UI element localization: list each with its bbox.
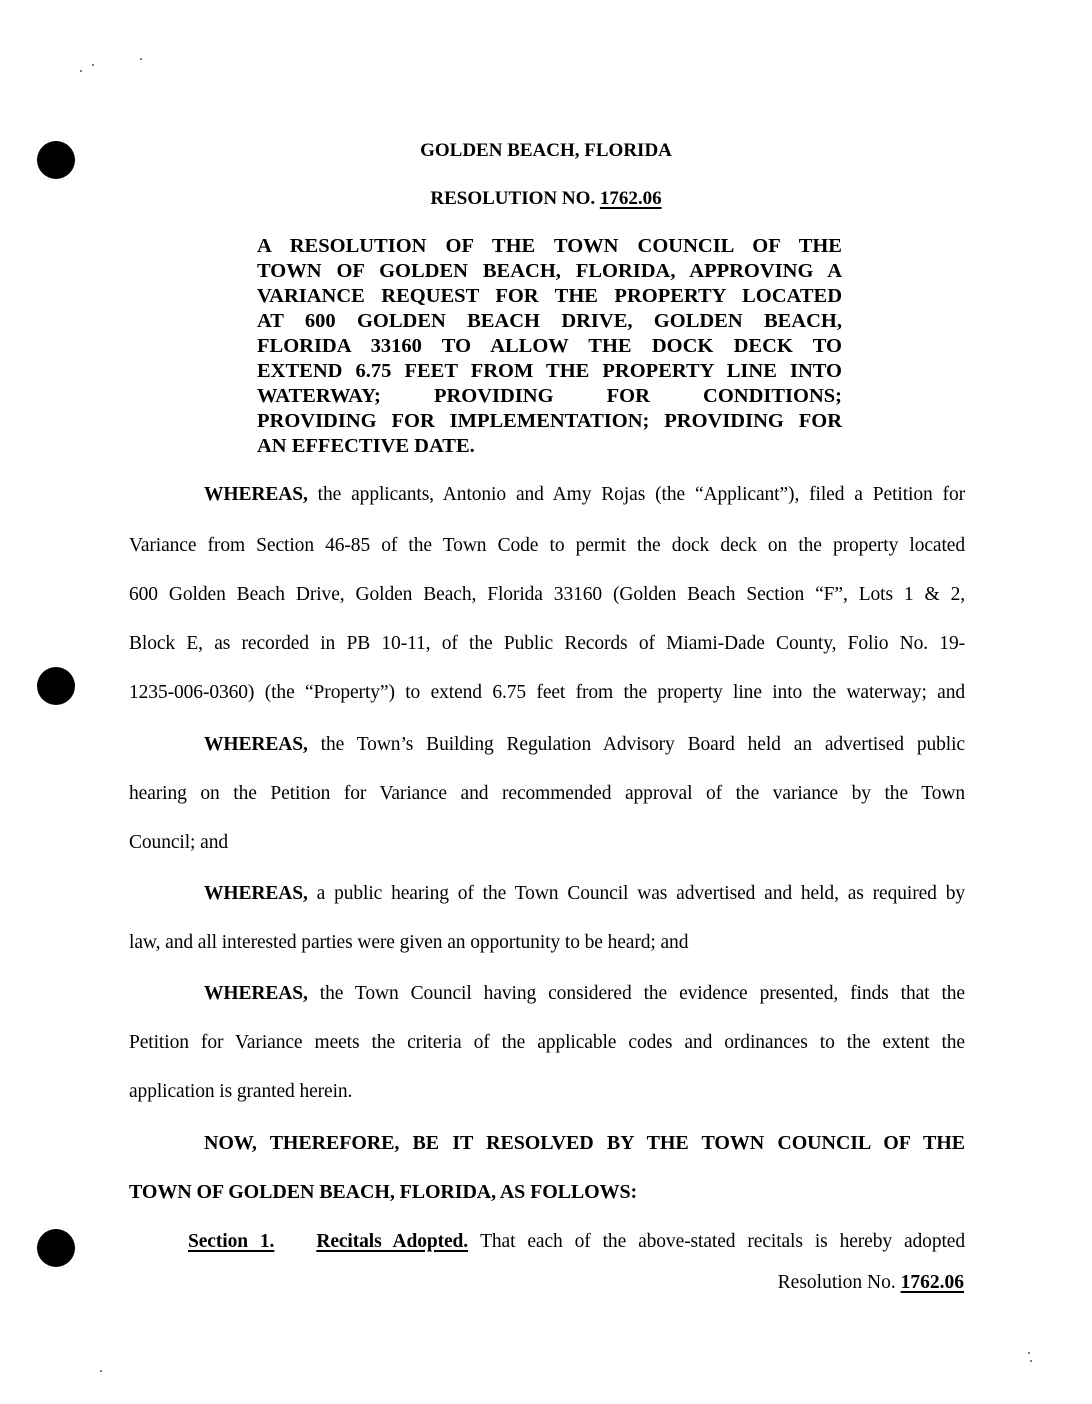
whereas-paragraph-2-first-line <box>204 734 965 756</box>
resolution-number: 1762.06 <box>599 188 662 209</box>
paragraph-text: a public hearing of the Town Council was advertised and held, as required by <box>307 883 965 904</box>
punch-hole-middle <box>37 667 75 705</box>
scan-speck <box>80 70 82 72</box>
paragraph-line: 1235-006-0360) (the “Property”) to extend 6.75 feet from the property line into the waterway; and <box>129 682 965 703</box>
paragraph-line: Variance from Section 46-85 of the Town Code to permit the dock deck on the property located <box>129 535 965 556</box>
section-1-heading: Recitals Adopted. <box>316 1231 469 1252</box>
footer-resolution-number: 1762.06 <box>900 1272 964 1293</box>
title-line: AT 600 GOLDEN BEACH DRIVE, GOLDEN BEACH, <box>257 310 842 332</box>
title-line: AN EFFECTIVE DATE. <box>257 435 475 457</box>
title-line: A RESOLUTION OF THE TOWN COUNCIL OF THE <box>257 235 842 257</box>
whereas-label: WHEREAS, <box>204 734 308 755</box>
whereas-label: WHEREAS, <box>204 484 308 505</box>
title-line: WATERWAY; PROVIDING FOR CONDITIONS; <box>257 385 842 407</box>
scan-speck <box>100 1370 102 1372</box>
paragraph-line: Petition for Variance meets the criteria of the applicable codes and ordinances to the extent the <box>129 1032 965 1053</box>
resolved-clause-line-2: TOWN OF GOLDEN BEACH, FLORIDA, AS FOLLOWS: <box>129 1181 638 1203</box>
footer-resolution-prefix: Resolution No. <box>777 1272 896 1293</box>
paragraph-line: application is granted herein. <box>129 1081 353 1102</box>
whereas-paragraph-1-first-line <box>204 484 965 506</box>
scan-speck <box>1028 1352 1030 1354</box>
title-line: FLORIDA 33160 TO ALLOW THE DOCK DECK TO <box>257 335 842 357</box>
paragraph-text: the applicants, Antonio and Amy Rojas (the “Applicant”), filed a Petition for <box>307 484 965 505</box>
resolved-clause-line-1: NOW, THEREFORE, BE IT RESOLVED BY THE TOWN COUNCIL OF THE <box>204 1132 965 1154</box>
resolution-number-heading <box>0 188 1092 210</box>
scan-speck <box>140 58 142 60</box>
paragraph-text: the Town Council having considered the evidence presented, finds that the <box>307 983 965 1004</box>
section-1 <box>188 1231 965 1253</box>
whereas-label: WHEREAS, <box>204 983 308 1004</box>
paragraph-line: law, and all interested parties were given an opportunity to be heard; and <box>129 932 689 953</box>
scan-speck <box>1030 1360 1032 1362</box>
paragraph-text: the Town’s Building Regulation Advisory Board held an advertised public <box>307 734 965 755</box>
resolution-prefix: RESOLUTION NO. <box>430 188 596 209</box>
paragraph-line: Block E, as recorded in PB 10-11, of the Public Records of Miami-Dade County, Folio No. 19- <box>129 633 965 654</box>
title-line: PROVIDING FOR IMPLEMENTATION; PROVIDING FOR <box>257 410 842 432</box>
resolution-title <box>257 234 842 459</box>
document-place-heading: GOLDEN BEACH, FLORIDA <box>420 140 672 161</box>
paragraph-line: 600 Golden Beach Drive, Golden Beach, Florida 33160 (Golden Beach Section “F”, Lots 1 & 2, <box>129 584 965 605</box>
title-line: TOWN OF GOLDEN BEACH, FLORIDA, APPROVING A <box>257 260 842 282</box>
section-1-label: Section 1. <box>188 1231 275 1252</box>
title-line: VARIANCE REQUEST FOR THE PROPERTY LOCATED <box>257 285 842 307</box>
paragraph-line: Council; and <box>129 832 228 853</box>
whereas-paragraph-4-first-line <box>204 983 965 1005</box>
scan-speck <box>92 64 94 66</box>
paragraph-line: hearing on the Petition for Variance and recommended approval of the variance by the Town <box>129 783 965 804</box>
title-line: EXTEND 6.75 FEET FROM THE PROPERTY LINE INTO <box>257 360 842 382</box>
punch-hole-bottom <box>37 1229 75 1267</box>
whereas-paragraph-3-first-line <box>204 883 965 905</box>
whereas-label: WHEREAS, <box>204 883 308 904</box>
page-footer <box>778 1272 964 1294</box>
section-1-text: That each of the above-stated recitals is hereby adopted <box>480 1231 965 1252</box>
